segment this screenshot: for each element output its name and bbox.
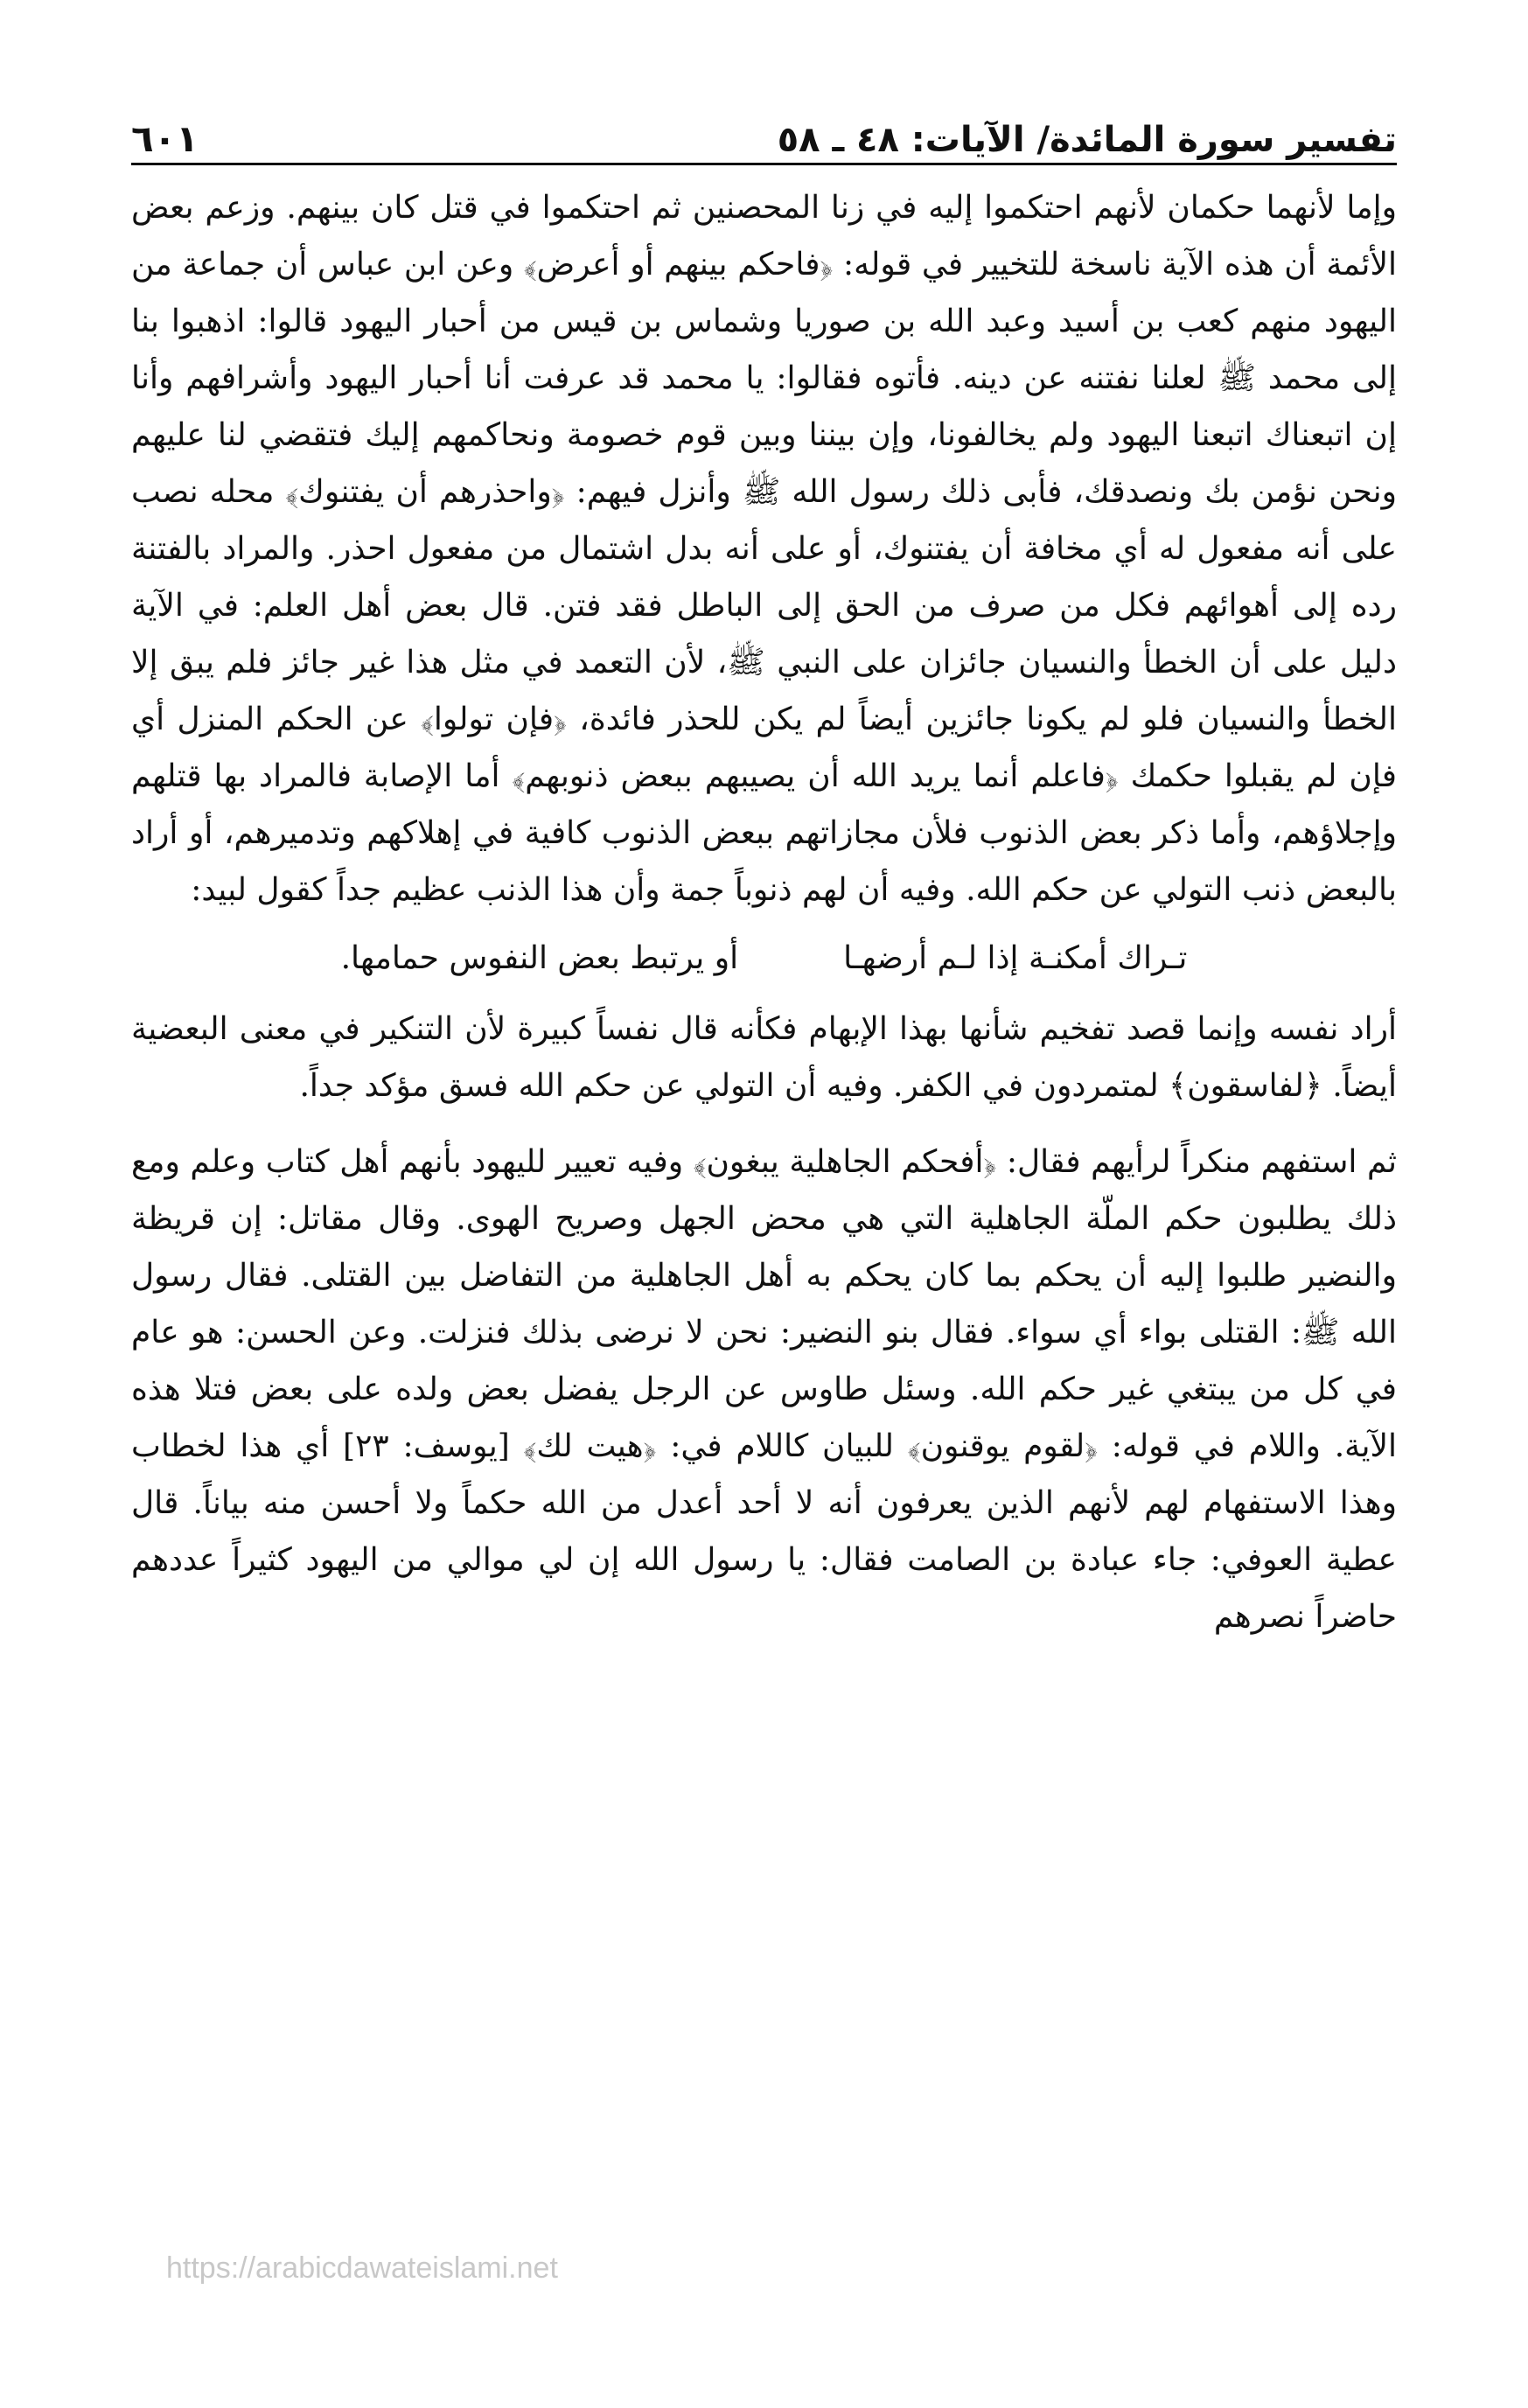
paragraph-main: وإما لأنهما حكمان لأنهم احتكموا إليه في زنا المحصنين ثم احتكموا في قتل كان بينهم. وزعم بعض الأئمة أن هذه الآية ناسخة للتخيير في قوله: ﴿فاحكم بينهم أو أعرض﴾ وعن ابن عباس أن جماعة من اليهود منهم كعب بن أسيد وعبد الله بن صوريا وشماس بن قيس من أحبار اليهود قالوا: اذهبوا بنا إلى محمد ﷺ لعلنا نفتنه عن دينه. فأتوه فقالوا: يا محمد قد عرفت أنا أحبار اليهود وأشرافهم وأنا إن اتبعناك اتبعنا اليهود ولم يخالفونا، وإن بيننا وبين قوم خصومة ونحاكمهم إليك فتقضي لنا عليهم ونحن نؤمن بك ونصدقك، فأبى ذلك رسول الله ﷺ وأنزل فيهم: ﴿واحذرهم أن يفتنوك﴾ محله نصب على أنه مفعول له أي مخافة أن يفتنوك، أو على أنه بدل اشتمال من مفعول احذر. والمراد بالفتنة رده إلى أهوائهم فكل من صرف من الحق إلى الباطل فقد فتن. قال بعض أهل العلم: في الآية دليل على أن الخطأ والنسيان جائزان على النبي ﷺ، لأن التعمد في مثل هذا غير جائز فلم يبق إلا الخطأ والنسيان فلو لم يكونا جائزين أيضاً لم يكن للحذر فائدة، ﴿فإن تولوا﴾ عن الحكم المنزل أي فإن لم يقبلوا حكمك ﴿فاعلم أنما يريد الله أن يصيبهم ببعض ذنوبهم﴾ أما الإصابة فالمراد بها قتلهم وإجلاؤهم، وأما ذكر بعض الذنوب فلأن مجازاتهم ببعض الذنوب كافية في إهلاكهم وتدميرهم، أو أراد بالبعض ذنب التولي عن حكم الله. وفيه أن لهم ذنوباً جمة وأن هذا الذنب عظيم جداً كقول لبيد: [131, 190, 1398, 908]
verse-first-hemistich: تـراك أمكنـة إذا لـم أرضهـا [843, 940, 1188, 976]
body-text [131, 179, 1397, 1645]
paragraph-jahiliyya: ثم استفهم منكراً لرأيهم فقال: ﴿أفحكم الجاهلية يبغون﴾ وفيه تعيير لليهود بأنهم أهل كتاب وعلم ومع ذلك يطلبون حكم الملّة الجاهلية التي هي محض الجهل وصريح الهوى. وقال مقاتل: إن قريظة والنضير طلبوا إليه أن يحكم بما كان يحكم به أهل الجاهلية من التفاضل بين القتلى. فقال رسول الله ﷺ: القتلى بواء أي سواء. فقال بنو النضير: نحن لا نرضى بذلك فنزلت. وعن الحسن: هو عام في كل من يبتغي غير حكم الله. وسئل طاوس عن الرجل يفضل بعض ولده على بعض فتلا هذه الآية. واللام في قوله: ﴿لقوم يوقنون﴾ للبيان كاللام في: ﴿هيت لك﴾ [يوسف: ٢٣] أي هذا لخطاب وهذا الاستفهام لهم لأنهم الذين يعرفون أنه لا أحد أعدل من الله حكماً ولا أحسن منه بياناً. قال عطية العوفي: جاء عبادة بن الصامت فقال: يا رسول الله إن لي موالي من اليهود كثيراً عددهم حاضراً نصرهم [131, 1144, 1397, 1635]
paragraph-verse-commentary: أراد نفسه وإنما قصد تفخيم شأنها بهذا الإبهام فكأنه قال نفساً كبيرة لأن التنكير في معنى البعضية أيضاً. ﴿لفاسقون﴾ لمتمردون في الكفر. وفيه أن التولي عن حكم الله فسق مؤكد جداً. [131, 1011, 1397, 1104]
page-number: ٦٠١ [131, 117, 199, 160]
running-header [131, 96, 1397, 165]
poetry-verse [131, 924, 1397, 994]
verse-second-hemistich: أو يرتبط بعض النفوس حمامها. [340, 940, 739, 976]
header-title: تفسير سورة المائدة/ الآيات: ٤٨ ـ ٥٨ [777, 120, 1397, 160]
website-watermark: https://arabicdawateislami.net [166, 2251, 558, 2285]
